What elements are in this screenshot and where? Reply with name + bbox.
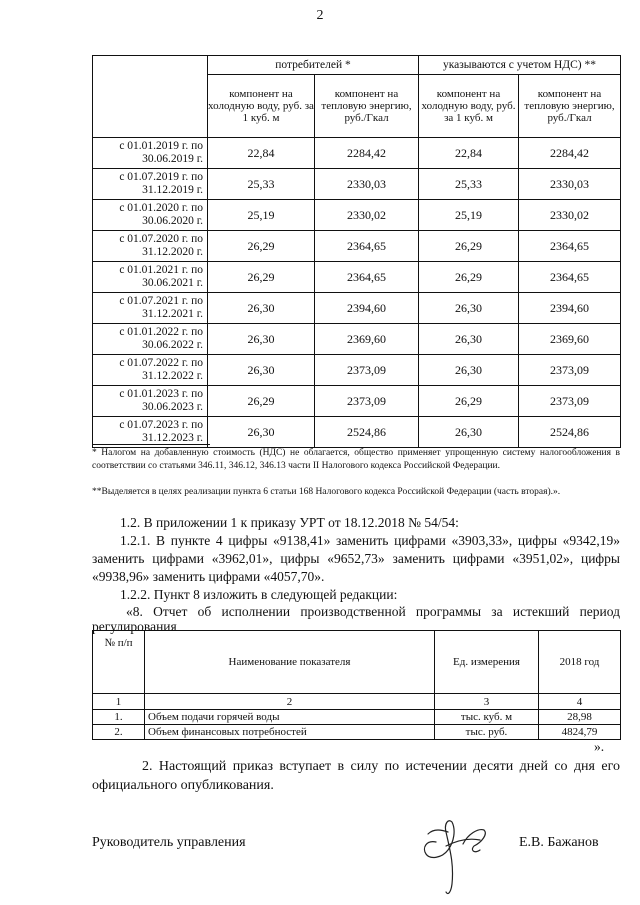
subheader-heat-energy-1: компонент на тепловую энергию, руб./Гкал — [315, 75, 419, 138]
value-cell: 26,30 — [208, 324, 315, 355]
quote-close: ». — [594, 739, 605, 754]
period-cell: с 01.01.2022 г. по 30.06.2022 г. — [93, 324, 208, 355]
period-cell: с 01.07.2019 г. по 31.12.2019 г. — [93, 169, 208, 200]
header-year: 2018 год — [539, 631, 621, 694]
paragraph-1-2-2: 1.2.2. Пункт 8 изложить в следующей редакции: — [120, 587, 398, 602]
table-row — [93, 725, 621, 740]
row-value: 4824,79 — [539, 725, 621, 740]
value-cell: 2524,86 — [315, 417, 419, 448]
value-cell: 25,33 — [208, 169, 315, 200]
row-unit: тыс. куб. м — [435, 710, 539, 725]
period-cell: с 01.07.2022 г. по 31.12.2022 г. — [93, 355, 208, 386]
paragraph-1-2: 1.2. В приложении 1 к приказу УРТ от 18.12.2018 № 54/54: — [120, 515, 459, 530]
value-cell: 25,19 — [208, 200, 315, 231]
period-cell: с 01.01.2020 г. по 30.06.2020 г. — [93, 200, 208, 231]
value-cell: 26,29 — [419, 231, 519, 262]
row-unit: тыс. руб. — [435, 725, 539, 740]
index-cell: 1 — [93, 694, 145, 710]
value-cell: 2369,60 — [519, 324, 621, 355]
page-number: 2 — [316, 8, 324, 23]
value-cell: 26,30 — [419, 417, 519, 448]
period-cell: с 01.01.2023 г. по 30.06.2023 г. — [93, 386, 208, 417]
value-cell: 2373,09 — [519, 355, 621, 386]
value-cell: 22,84 — [419, 138, 519, 169]
table-row — [93, 355, 621, 386]
period-cell: с 01.01.2019 г. по 30.06.2019 г. — [93, 138, 208, 169]
value-cell: 2394,60 — [315, 293, 419, 324]
value-cell: 2373,09 — [315, 386, 419, 417]
table-row — [93, 169, 621, 200]
value-cell: 2330,02 — [519, 200, 621, 231]
value-cell: 2373,09 — [315, 355, 419, 386]
paragraph-1-2-1: 1.2.1. В пункте 4 цифры «9138,41» заменить цифрами «3903,33», цифры «9342,19» заменить цифрами «3962,01», цифры «9652,73» заменить цифрами «3951,02», цифры «9938,96» заменить цифрами «4057,70». — [92, 533, 620, 584]
table-row — [93, 200, 621, 231]
value-cell: 2330,03 — [315, 169, 419, 200]
value-cell: 2369,60 — [315, 324, 419, 355]
value-cell: 26,30 — [208, 293, 315, 324]
subheader-cold-water-1: компонент на холодную воду, руб. за 1 куб. м — [208, 75, 315, 138]
value-cell: 2394,60 — [519, 293, 621, 324]
table-row — [93, 417, 621, 448]
tariff-table — [92, 55, 621, 448]
value-cell: 2330,02 — [315, 200, 419, 231]
table-row — [93, 710, 621, 725]
row-number: 2. — [93, 725, 145, 740]
value-cell: 2330,03 — [519, 169, 621, 200]
signatory-name: Е.В. Бажанов — [519, 835, 599, 850]
index-cell: 2 — [145, 694, 435, 710]
value-cell: 26,29 — [419, 386, 519, 417]
report-table — [92, 630, 621, 740]
period-cell: с 01.07.2021 г. по 31.12.2021 г. — [93, 293, 208, 324]
value-cell: 2364,65 — [315, 231, 419, 262]
table-row — [93, 231, 621, 262]
value-cell: 22,84 — [208, 138, 315, 169]
value-cell: 26,30 — [419, 324, 519, 355]
header-unit: Ед. измерения — [435, 631, 539, 694]
value-cell: 26,29 — [419, 262, 519, 293]
index-cell: 3 — [435, 694, 539, 710]
value-cell: 26,29 — [208, 231, 315, 262]
footnote-divider — [92, 444, 210, 445]
period-cell: с 01.07.2023 г. по 31.12.2023 г. — [93, 417, 208, 448]
footnote-vat-exempt: * Налогом на добавленную стоимость (НДС) не облагается, общество применяет упрощенную систему налогообложения в соответствии со статьями 346.11, 346.12, 346.13 части II Налогового кодекса Российской Федерации. — [92, 448, 620, 471]
subheader-heat-energy-2: компонент на тепловую энергию, руб./Гкал — [519, 75, 621, 138]
value-cell: 26,30 — [419, 355, 519, 386]
value-cell: 25,19 — [419, 200, 519, 231]
value-cell: 2284,42 — [519, 138, 621, 169]
value-cell: 2373,09 — [519, 386, 621, 417]
table-row — [93, 293, 621, 324]
value-cell: 26,29 — [208, 262, 315, 293]
footnote-vat-allocated: **Выделяется в целях реализации пункта 6 статьи 168 Налогового кодекса Российской Федерации (часть вторая).». — [92, 487, 561, 497]
value-cell: 26,30 — [208, 355, 315, 386]
value-cell: 2364,65 — [519, 231, 621, 262]
index-cell: 4 — [539, 694, 621, 710]
table-row — [93, 386, 621, 417]
subheader-cold-water-2: компонент на холодную воду, руб. за 1 куб. м — [419, 75, 519, 138]
table-row — [93, 262, 621, 293]
value-cell: 2284,42 — [315, 138, 419, 169]
header-consumers: потребителей * — [208, 56, 419, 75]
tariff-table-corner — [93, 56, 208, 138]
signatory-position: Руководитель управления — [92, 835, 246, 850]
header-indicator: Наименование показателя — [145, 631, 435, 694]
value-cell: 26,30 — [419, 293, 519, 324]
value-cell: 2364,65 — [519, 262, 621, 293]
value-cell: 26,29 — [208, 386, 315, 417]
header-number: № п/п — [93, 631, 145, 694]
row-name: Объем финансовых потребностей — [145, 725, 435, 740]
value-cell: 2364,65 — [315, 262, 419, 293]
value-cell: 25,33 — [419, 169, 519, 200]
value-cell: 2524,86 — [519, 417, 621, 448]
signature-scribble — [408, 800, 508, 900]
row-name: Объем подачи горячей воды — [145, 710, 435, 725]
period-cell: с 01.01.2021 г. по 30.06.2021 г. — [93, 262, 208, 293]
period-cell: с 01.07.2020 г. по 31.12.2020 г. — [93, 231, 208, 262]
row-value: 28,98 — [539, 710, 621, 725]
table-row — [93, 138, 621, 169]
paragraph-8: «8. Отчет об исполнении производственной программы за истекший период регулирования — [92, 604, 620, 634]
table-row — [93, 324, 621, 355]
value-cell: 26,30 — [208, 417, 315, 448]
paragraph-2: 2. Настоящий приказ вступает в силу по истечении десяти дней со дня его официального опубликования. — [92, 759, 620, 793]
header-vat: указываются с учетом НДС) ** — [419, 56, 621, 75]
row-number: 1. — [93, 710, 145, 725]
